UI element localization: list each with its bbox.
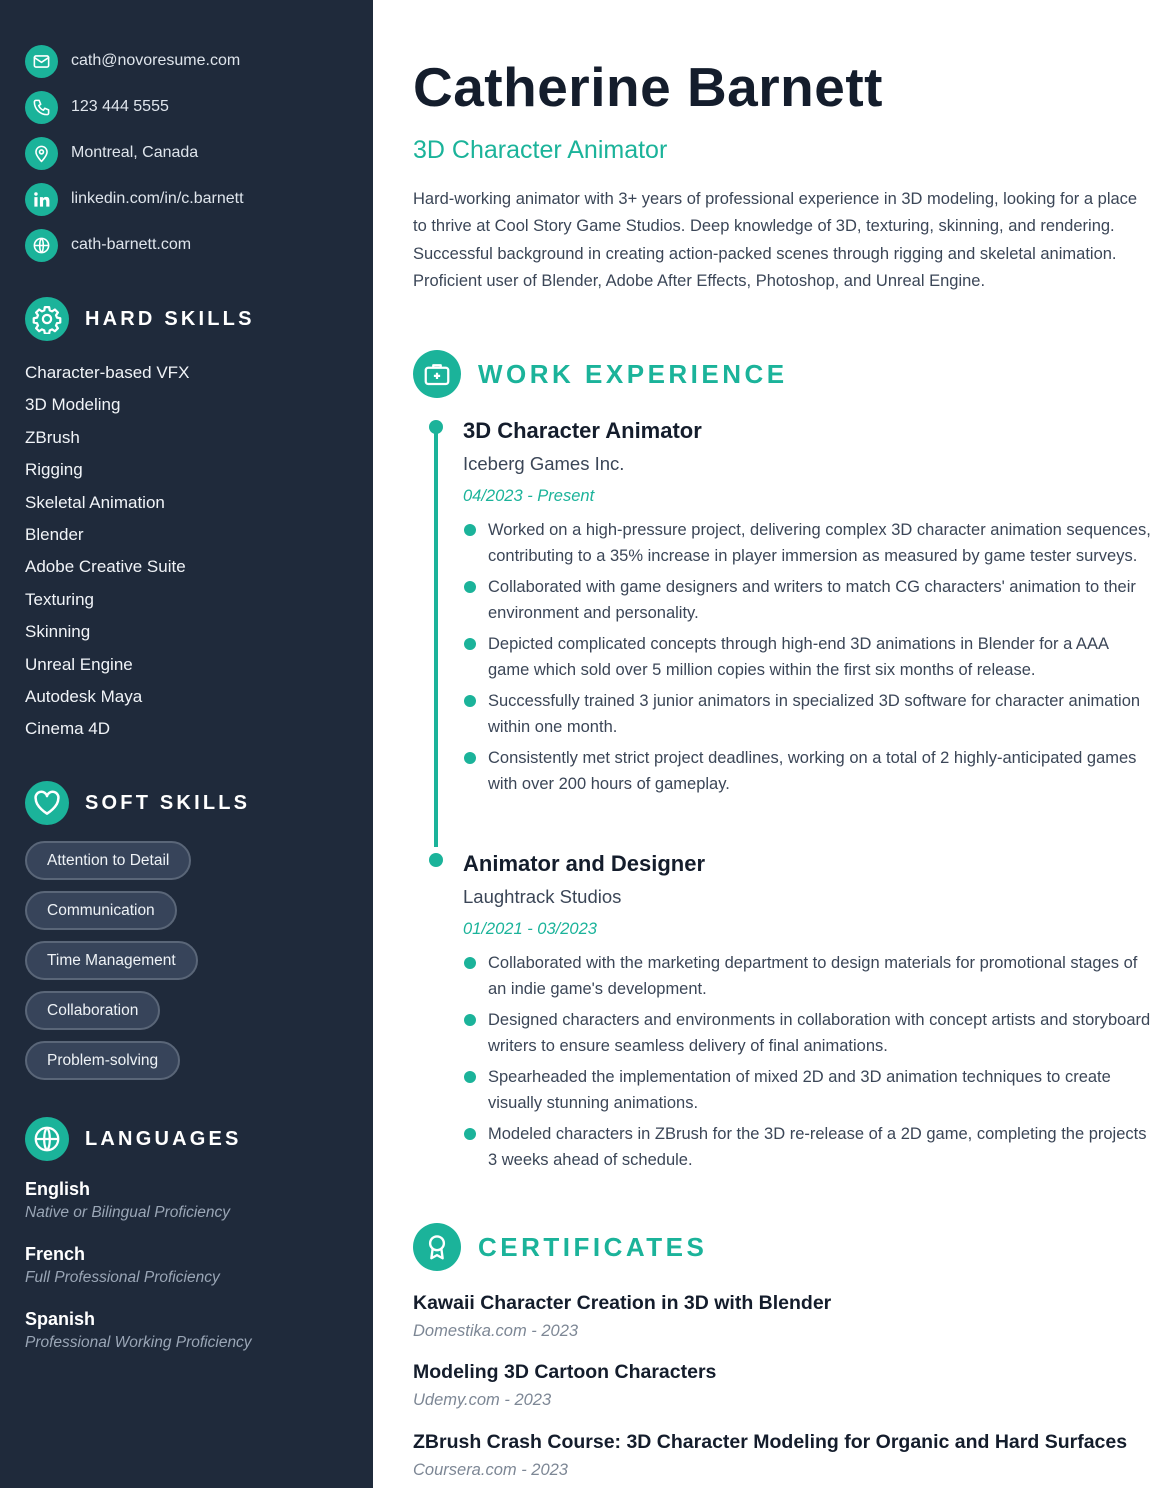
certificate-meta: Coursera.com - 2023 (413, 1461, 568, 1479)
globe-icon (25, 1117, 69, 1161)
job-title: Animator and Designer (463, 851, 706, 876)
job-entry (463, 849, 1153, 1178)
language-name: French (25, 1244, 86, 1264)
email-icon (25, 45, 58, 78)
hard-skill-item: Adobe Creative Suite (25, 557, 186, 577)
contact-website[interactable] (25, 228, 244, 262)
hard-skill-item: Character-based VFX (25, 363, 190, 382)
job-title: 3D Character Animator (463, 418, 702, 443)
summary-paragraph: Hard-working animator with 3+ years of professional experience in 3D modeling, looking for a place to thrive at Cool Story Game Studios. Deep knowledge of 3D, texturing, skinning, and rendering. Successful background in creating action-packed scenes through rigging and skeletal animation. Proficient user of Blender, Adobe After Effects, Photoshop, and Unreal Engine. (413, 190, 1138, 290)
work-experience-heading-text: WORK EXPERIENCE (478, 358, 788, 389)
job-bullet-text: Designed characters and environments in collaboration with concept artists and storyboard writers to ensure seamless delivery of final animations. (488, 1010, 1151, 1056)
hard-skill-item: Autodesk Maya (25, 686, 143, 706)
job-bullet-text: Collaborated with the marketing department to design materials for promotional stages of an indie game's development. (488, 954, 1138, 999)
contact-linkedin-text: linkedin.com/in/c.barnett (71, 190, 244, 207)
candidate-title: 3D Character Animator (413, 136, 668, 164)
certificate-item (413, 1289, 1173, 1343)
gear-icon (25, 297, 69, 341)
language-level: Professional Working Proficiency (25, 1334, 252, 1351)
bullet-dot (464, 957, 476, 969)
hard-skills-list (25, 360, 189, 749)
language-name: Spanish (25, 1309, 96, 1329)
contact-list (25, 44, 244, 274)
timeline-dot (429, 420, 443, 434)
hard-skill-item: Cinema 4D (25, 719, 111, 739)
job-bullet (463, 745, 1153, 798)
hard-skills-heading-text: HARD SKILLS (85, 307, 255, 330)
language-item (25, 1241, 252, 1306)
job-dates: 04/2023 - Present (463, 487, 595, 505)
job-bullet-text: Worked on a high-pressure project, delivering complex 3D character animation sequences, contributing to a 35% increase in player immersion as measured by game tester surveys. (488, 521, 1151, 566)
job-bullet (463, 1121, 1153, 1174)
soft-skill-pill: Attention to Detail (25, 841, 191, 880)
soft-skill-pill: Communication (25, 891, 177, 930)
hard-skill-item: Unreal Engine (25, 654, 133, 674)
hard-skill-item: ZBrush (25, 427, 80, 447)
bullet-dot (464, 524, 476, 536)
contact-location (25, 136, 244, 170)
language-name: English (25, 1179, 91, 1199)
job-company: Iceberg Games Inc. (463, 453, 625, 474)
certificate-meta: Domestika.com - 2023 (413, 1322, 579, 1340)
job-bullet (463, 1007, 1153, 1060)
certificate-meta: Udemy.com - 2023 (413, 1391, 552, 1409)
bullet-dot (464, 1128, 476, 1140)
timeline-dot (429, 853, 443, 867)
job-bullet-text: Depicted complicated concepts through high-end 3D animations in Blender for a AAA game which sold over 5 million copies within the first six months of release. (488, 634, 1109, 680)
certificate-item (413, 1428, 1173, 1482)
language-level: Full Professional Proficiency (25, 1269, 220, 1286)
bullet-dot (464, 1071, 476, 1083)
timeline-line (434, 428, 438, 847)
hard-skill-item: Skeletal Animation (25, 492, 165, 512)
soft-skill-pill: Collaboration (25, 991, 160, 1030)
job-bullet-text: Spearheaded the implementation of mixed 2D and 3D animation techniques to create visually stunning animations. (488, 1067, 1111, 1113)
job-bullet (463, 574, 1153, 627)
contact-email-text: cath@novoresume.com (71, 52, 241, 69)
candidate-name: Catherine Barnett (413, 56, 883, 118)
soft-skills-heading-text: SOFT SKILLS (85, 791, 251, 814)
language-item (25, 1306, 252, 1371)
soft-skill-pill: Problem-solving (25, 1041, 180, 1080)
briefcase-icon (413, 350, 461, 398)
job-bullet-text: Consistently met strict project deadlines, working on a total of 2 highly-anticipated games with over 200 hours of gameplay. (488, 748, 1137, 794)
hard-skill-item: Texturing (25, 589, 94, 609)
work-experience-heading (413, 350, 788, 398)
contact-phone[interactable] (25, 90, 244, 124)
language-item (25, 1176, 252, 1241)
award-icon (413, 1223, 461, 1271)
language-level: Native or Bilingual Proficiency (25, 1204, 231, 1221)
hard-skill-item: 3D Modeling (25, 395, 121, 415)
contact-location-text: Montreal, Canada (71, 144, 199, 161)
soft-skills-list (25, 841, 198, 1091)
languages-heading-text: LANGUAGES (85, 1127, 242, 1150)
heart-icon (25, 781, 69, 825)
job-bullet (463, 631, 1153, 684)
job-bullet (463, 950, 1153, 1003)
bullet-dot (464, 638, 476, 650)
job-bullet (463, 688, 1153, 741)
job-entry (463, 416, 1153, 802)
certificate-item (413, 1358, 1173, 1412)
bullet-dot (464, 695, 476, 707)
soft-skills-heading (25, 781, 250, 825)
certificate-title: Modeling 3D Cartoon Characters (413, 1361, 717, 1383)
job-bullet-text: Modeled characters in ZBrush for the 3D re-release of a 2D game, completing the projects 3 weeks ahead of schedule. (488, 1124, 1147, 1170)
job-company: Laughtrack Studios (463, 886, 622, 907)
globe-icon (25, 229, 58, 262)
hard-skill-item: Skinning (25, 622, 91, 642)
job-bullet (463, 517, 1153, 570)
hard-skill-item: Blender (25, 524, 84, 544)
hard-skill-item: Rigging (25, 460, 83, 480)
certificates-heading (413, 1223, 707, 1271)
bullet-dot (464, 752, 476, 764)
job-bullet-text: Collaborated with game designers and writers to match CG characters' animation to their environment and personality. (488, 577, 1136, 623)
bullet-dot (464, 581, 476, 593)
job-bullet (463, 1064, 1153, 1117)
languages-list (25, 1176, 252, 1371)
hard-skills-heading (25, 297, 255, 341)
sidebar (0, 0, 373, 1488)
contact-email[interactable] (25, 44, 244, 78)
soft-skill-pill: Time Management (25, 941, 198, 980)
contact-phone-text: 123 444 5555 (71, 98, 169, 115)
contact-linkedin[interactable] (25, 182, 244, 216)
certificates-heading-text: CERTIFICATES (478, 1231, 708, 1262)
certificate-title: ZBrush Crash Course: 3D Character Modeling for Organic and Hard Surfaces (413, 1431, 1128, 1453)
certificate-title: Kawaii Character Creation in 3D with Blender (413, 1292, 832, 1314)
languages-heading (25, 1117, 242, 1161)
job-dates: 01/2021 - 03/2023 (463, 920, 597, 938)
bullet-dot (464, 1014, 476, 1026)
linkedin-icon (25, 183, 58, 216)
job-bullet-text: Successfully trained 3 junior animators in specialized 3D software for character animation within one month. (488, 691, 1141, 737)
location-icon (25, 137, 58, 170)
contact-website-text: cath-barnett.com (71, 236, 192, 253)
phone-icon (25, 91, 58, 124)
main-content (373, 0, 1176, 1488)
